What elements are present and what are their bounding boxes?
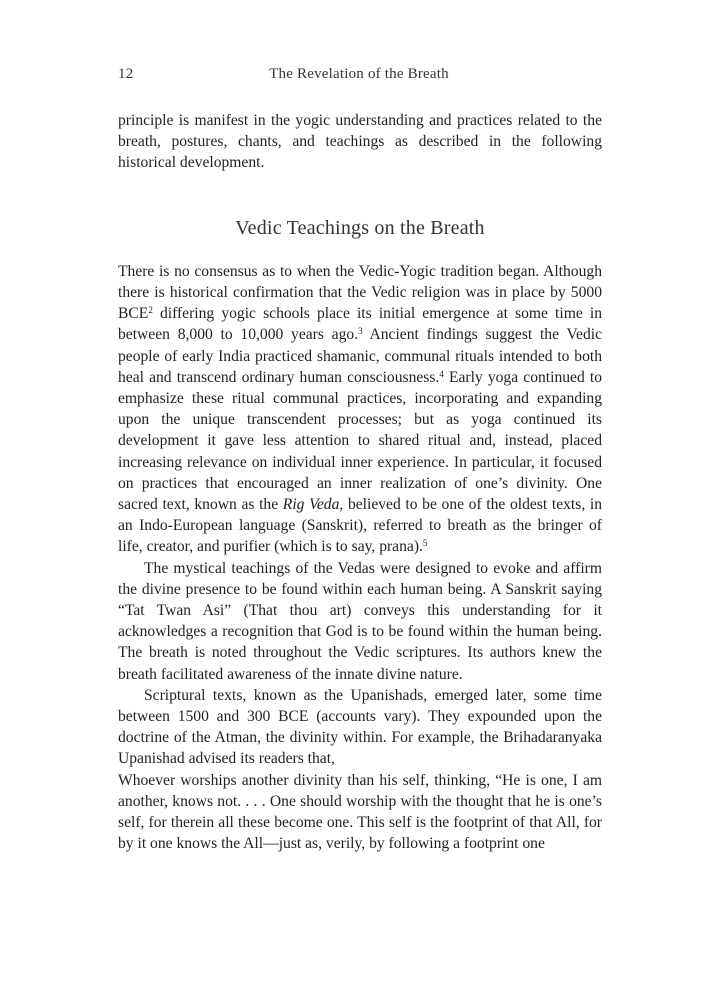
footnote-ref-5: 5: [422, 538, 428, 549]
running-title: The Revelation of the Breath: [269, 66, 449, 82]
paragraph-upanishads: Scriptural texts, known as the Upanishads, emerged later, some time between 1500 and 300 BCE (accounts vary). They expounded upon the doctrine of the Atman, the divinity within. For example, the Brihadaranyaka Upanishad advised its readers that,: [118, 686, 602, 768]
paragraph-continuation: principle is manifest in the yogic understanding and practices related to the breath, postures, chants, and teachings as described in the following historical development.: [118, 112, 602, 172]
paragraph-vedic-origins: There is no consensus as to when the Vedic-Yogic tradition began. Although there is historical confirmation that the Vedic religion was in place by 5000 BCE$^2$ differing yogic schools place its initial emergence at some time in between 8,000 to 10,000 years ago.$^3$ Ancient findings suggest the Vedic people of early India practiced shamanic, communal rituals intended to both heal and transcend ordinary human consciousness.$^4$ Early yoga continued to emphasize these ritual communal practices, incorporating and expanding upon the unique transcendent processes; but as yoga continued its development it gave less attention to shared ritual and, instead, placed increasing relevance on individual inner experience. In particular, it focused on practices that encouraged an inner realization of one’s divinity. One sacred text, known as the Rig Veda, believed to be one of the oldest texts, in an Indo-European language (Sanskrit), referred to breath as the bringer of life, creator, and purifier (which is to say, prana).$^5$: [118, 262, 603, 556]
body-text: [118, 110, 602, 855]
page-number: 12: [118, 66, 134, 82]
section-heading: Vedic Teachings on the Breath: [235, 216, 485, 239]
footnote-ref-3: 3: [358, 326, 363, 337]
footnote-ref-4: 4: [439, 368, 444, 379]
paragraph-mystical-teachings: The mystical teachings of the Vedas were designed to evoke and affirm the divine presence to be found within each human being. A Sanskrit saying “Tat Twan Asi” (That thou art) conveys this understanding for it acknowledges a recognition that God is to be found within the human being. The breath is noted throughout the Vedic scriptures. Its authors knew the breath facilitated awareness of the innate divine nature.: [118, 559, 602, 683]
running-head: [118, 66, 600, 90]
block-quote: Whoever worships another divinity than his self, thinking, “He is one, I am another, knows not. . . . One should worship with the thought that he is one’s self, for therein all these become one. This self is the footprint of that All, for by it one knows the All—just as, verily, by following a footprint one: [118, 771, 602, 853]
rig-veda-title: Rig Veda: [282, 496, 340, 514]
footnote-ref-2: 2: [148, 305, 153, 316]
